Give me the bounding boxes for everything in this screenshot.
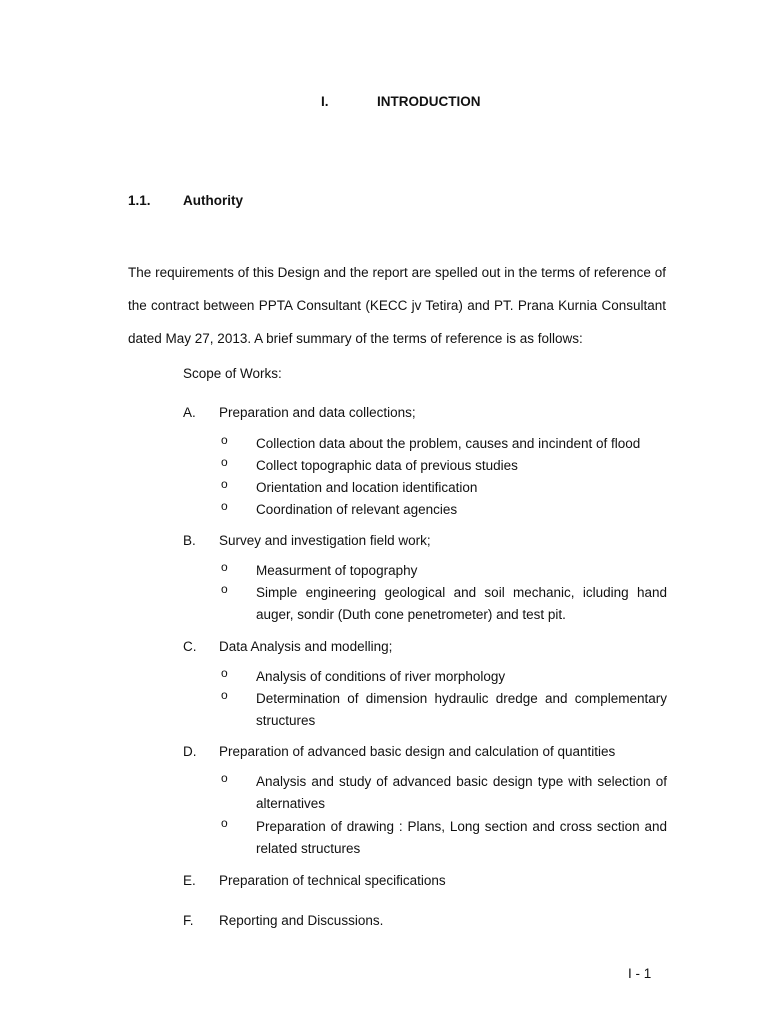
item-text: Preparation of advanced basic design and calculation of quantities xyxy=(219,744,616,759)
bullet-text: Determination of dimension hydraulic dredge and complementary structures xyxy=(256,691,667,728)
bullet-text: Collection data about the problem, causes and incindent of flood xyxy=(256,436,641,451)
item-text: Data Analysis and modelling; xyxy=(219,639,393,654)
item-letter: E. xyxy=(183,873,196,888)
item-letter: D. xyxy=(183,744,197,759)
scope-title: Scope of Works: xyxy=(183,366,282,381)
bullet-mark: o xyxy=(221,582,228,596)
bullet-text: Preparation of drawing : Plans, Long section and cross section and related structures xyxy=(256,819,667,856)
bullet-mark: o xyxy=(221,499,228,513)
intro-paragraph: The requirements of this Design and the report are spelled out in the terms of reference of the contract between PPTA Consultant (KECC jv Tetira) and PT. Prana Kurnia Consultant dated May 27, 2013. A brief summary of the terms of reference is as follows: xyxy=(128,265,666,346)
item-letter: A. xyxy=(183,405,196,420)
item-text: Survey and investigation field work; xyxy=(219,533,431,548)
bullet-mark: o xyxy=(221,666,228,680)
bullet-mark: o xyxy=(221,688,228,702)
bullet-text: Collect topographic data of previous studies xyxy=(256,458,518,473)
section-title: Authority xyxy=(183,193,243,208)
chapter-title: INTRODUCTION xyxy=(377,94,481,109)
item-letter: C. xyxy=(183,639,197,654)
bullet-mark: o xyxy=(221,771,228,785)
item-letter: F. xyxy=(183,913,194,928)
bullet-mark: o xyxy=(221,477,228,491)
chapter-number: I. xyxy=(321,94,329,109)
bullet-text: Measurment of topography xyxy=(256,563,418,578)
bullet-mark: o xyxy=(221,560,228,574)
bullet-mark: o xyxy=(221,455,228,469)
page-number: I - 1 xyxy=(628,966,652,981)
bullet-text: Simple engineering geological and soil mechanic, icluding hand auger, sondir (Duth cone penetrometer) and test pit. xyxy=(256,585,667,622)
bullet-mark: o xyxy=(221,816,228,830)
item-letter: B. xyxy=(183,533,196,548)
item-text: Preparation of technical specifications xyxy=(219,873,446,888)
bullet-text: Orientation and location identification xyxy=(256,480,478,495)
item-text: Reporting and Discussions. xyxy=(219,913,384,928)
bullet-text: Analysis and study of advanced basic design type with selection of alternatives xyxy=(256,774,667,811)
item-text: Preparation and data collections; xyxy=(219,405,416,420)
bullet-mark: o xyxy=(221,433,228,447)
bullet-text: Coordination of relevant agencies xyxy=(256,502,458,517)
section-number: 1.1. xyxy=(128,193,151,208)
bullet-text: Analysis of conditions of river morphology xyxy=(256,669,506,684)
